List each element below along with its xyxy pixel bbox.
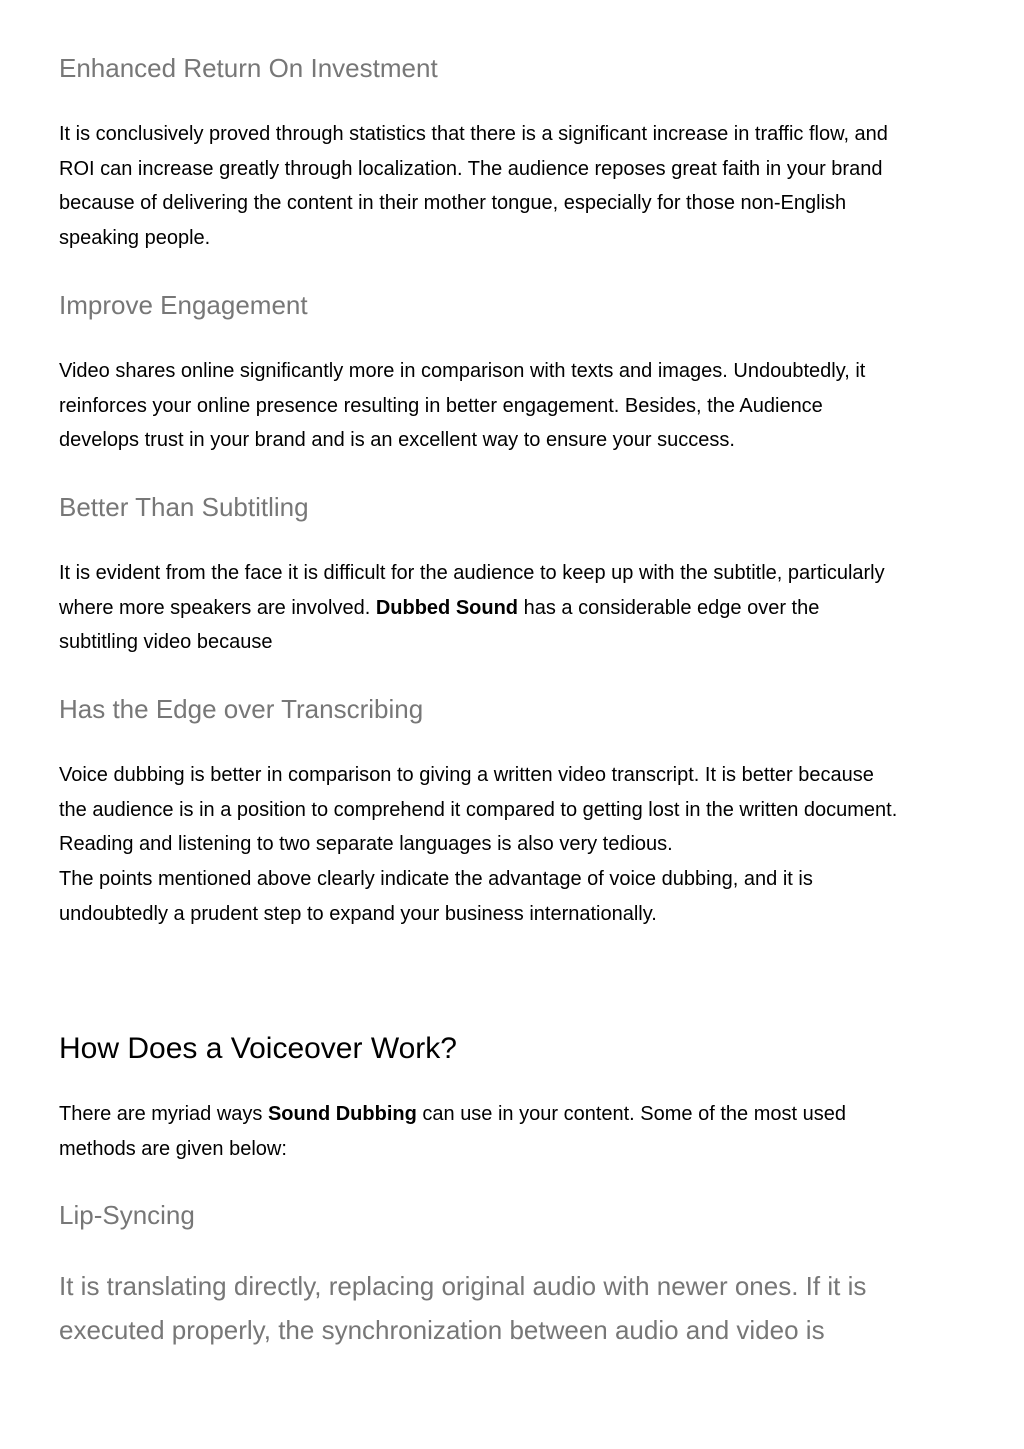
paragraph-line (59, 591, 885, 626)
paragraph-line: It is translating directly, replacing original audio with newer ones. If it is (59, 1271, 867, 1301)
text-run: can use in your content. Some of the most used (416, 1103, 846, 1125)
paragraph-line: subtitling video because (59, 631, 273, 654)
paragraph-lip-syncing (59, 1264, 866, 1352)
paragraph-line (59, 1097, 846, 1132)
heading-how-does-voiceover-work: How Does a Voiceover Work? (59, 1032, 457, 1065)
paragraph-enhanced-roi (59, 117, 888, 256)
heading-lip-syncing: Lip-Syncing (59, 1200, 195, 1230)
heading-enhanced-roi: Enhanced Return On Investment (59, 53, 438, 83)
bold-term-dubbed-sound: Dubbed Sound (375, 596, 519, 619)
paragraph-line: the audience is in a position to comprehend it compared to getting lost in the written document. (59, 798, 898, 821)
paragraph-line: develops trust in your brand and is an excellent way to ensure your success. (59, 429, 735, 452)
heading-edge-over-transcribing: Has the Edge over Transcribing (59, 694, 424, 724)
paragraph-line: It is evident from the face it is difficult for the audience to keep up with the subtitle, particularly (59, 562, 885, 584)
heading-improve-engagement: Improve Engagement (59, 290, 308, 320)
paragraph-line: Reading and listening to two separate languages is also very tedious. (59, 833, 673, 856)
paragraph-line: Voice dubbing is better in comparison to giving a written video transcript. It is better because (59, 764, 874, 786)
text-run: where more speakers are involved. (59, 596, 376, 619)
paragraph-line: Video shares online significantly more in comparison with texts and images. Undoubtedly, it (59, 360, 866, 382)
paragraph-line: speaking people. (59, 227, 211, 250)
paragraph-line: ROI can increase greatly through localization. The audience reposes great faith in your brand (59, 157, 883, 180)
paragraph-line: It is conclusively proved through statistics that there is a significant increase in traffic flow, and (59, 123, 888, 145)
paragraph-line: The points mentioned above clearly indicate the advantage of voice dubbing, and it is (59, 868, 813, 891)
bold-term-sound-dubbing: Sound Dubbing (267, 1103, 417, 1125)
paragraph-line: methods are given below: (59, 1137, 287, 1160)
paragraph-voiceover-intro (59, 1097, 846, 1166)
text-run: has a considerable edge over the (518, 596, 820, 619)
paragraph-line: reinforces your online presence resulting in better engagement. Besides, the Audience (59, 394, 823, 417)
paragraph-line: executed properly, the synchronization between audio and video is (59, 1315, 825, 1345)
paragraph-edge-over-transcribing (59, 758, 897, 932)
text-run: There are myriad ways (59, 1103, 268, 1125)
paragraph-better-than-subtitling (59, 556, 885, 660)
paragraph-line: undoubtedly a prudent step to expand your business internationally. (59, 902, 657, 925)
paragraph-improve-engagement (59, 354, 865, 458)
heading-better-than-subtitling: Better Than Subtitling (59, 492, 309, 522)
paragraph-line: because of delivering the content in their mother tongue, especially for those non-English (59, 192, 847, 215)
